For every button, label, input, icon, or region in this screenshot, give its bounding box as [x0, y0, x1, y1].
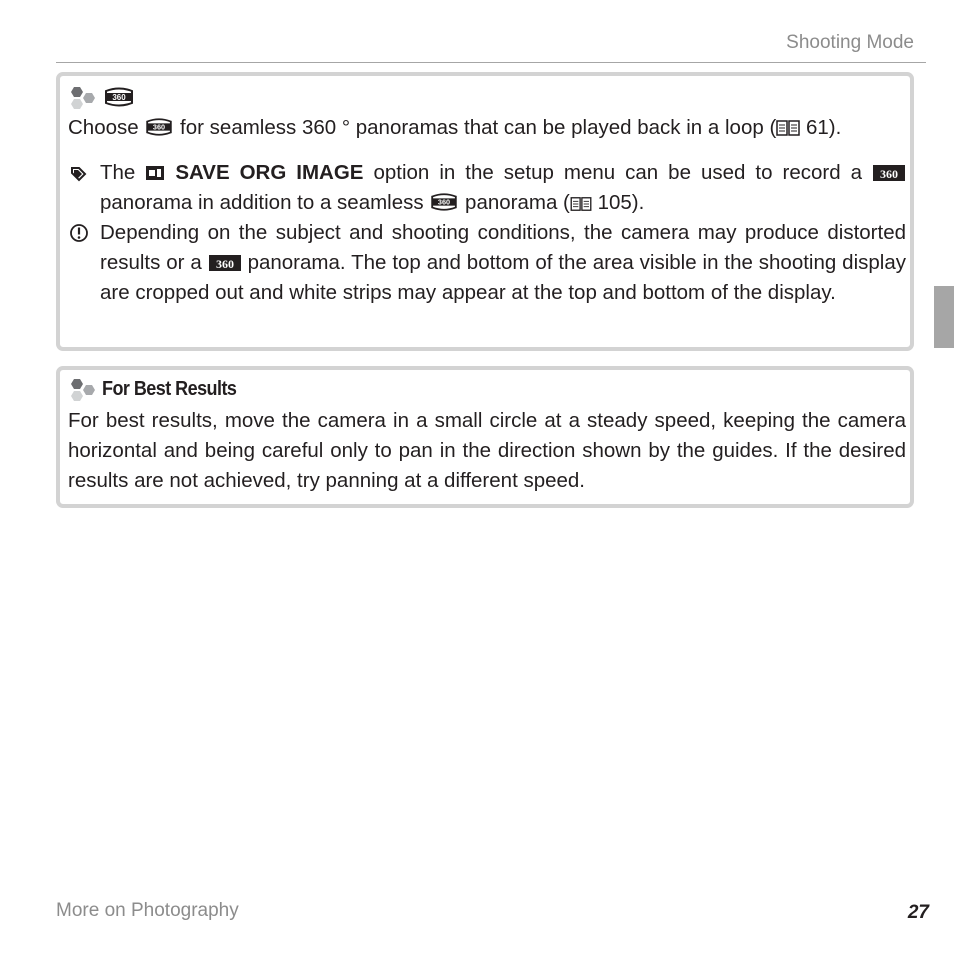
note-text: [100, 158, 906, 218]
note-save-org-image: [68, 158, 908, 220]
svg-text:360: 360: [438, 197, 451, 207]
note-text-2: option in the setup menu can be used to record a: [363, 161, 872, 184]
svg-text:360: 360: [112, 93, 126, 102]
box-heading: [68, 84, 134, 110]
panorama-360-seamless-icon: [429, 192, 459, 212]
intro-text-3: 61).: [800, 116, 842, 139]
svg-text:360: 360: [153, 122, 166, 132]
panorama-360-seamless-icon: [144, 117, 174, 137]
box-title: For Best Results: [102, 377, 237, 400]
svg-text:360: 360: [879, 167, 898, 181]
save-org-image-label: SAVE ORG IMAGE: [175, 161, 364, 184]
page-reference-icon: [570, 196, 592, 212]
caution-text: [100, 218, 906, 308]
hint-hexagons-icon: [68, 85, 98, 109]
note-text-3: panorama in addition to a seamless: [100, 191, 430, 214]
caution-distortion: [68, 218, 908, 343]
page-number: 27: [907, 902, 929, 923]
chapter-thumb-tab: [934, 286, 954, 348]
panorama-360-icon: [208, 254, 242, 272]
best-results-text: For best results, move the camera in a small circle at a steady speed, keeping the camera horizontal and being careful only to pan in the direction shown by the guides. If the desired results are not achieved, try panning at a different speed.: [68, 409, 906, 492]
best-results-box: [56, 366, 914, 508]
note-text-1: The: [100, 161, 146, 184]
note-text-4: panorama (: [459, 191, 570, 214]
svg-text:360: 360: [215, 257, 234, 271]
caution-text-1: Depending on the subject and shooting conditions, the camera may produce distorted results or a: [100, 221, 906, 274]
setup-menu-icon: [145, 164, 165, 182]
intro-text-1: Choose: [68, 116, 145, 139]
chapter-name: More on Photography: [56, 900, 239, 921]
caution-icon: [68, 222, 90, 244]
hint-hexagons-icon: [68, 377, 98, 401]
section-title: Shooting Mode: [786, 32, 914, 53]
note-text-5: 105).: [591, 191, 645, 214]
intro-paragraph: [68, 113, 914, 143]
panorama-360-icon: [872, 164, 906, 182]
intro-text-2: for seamless 360 ° panoramas that can be played back in a loop (: [174, 116, 777, 139]
pencil-note-icon: [68, 162, 90, 184]
page-reference-icon: [776, 119, 800, 137]
caution-text-2: panorama. The top and bottom of the area visible in the shooting display are cropped out and white strips may appear at the top and bottom of the display.: [100, 251, 906, 304]
panorama-360-info-box: [56, 72, 914, 351]
page-header: [56, 30, 926, 63]
box-heading: [68, 376, 251, 402]
panorama-360-seamless-icon: [104, 86, 134, 108]
